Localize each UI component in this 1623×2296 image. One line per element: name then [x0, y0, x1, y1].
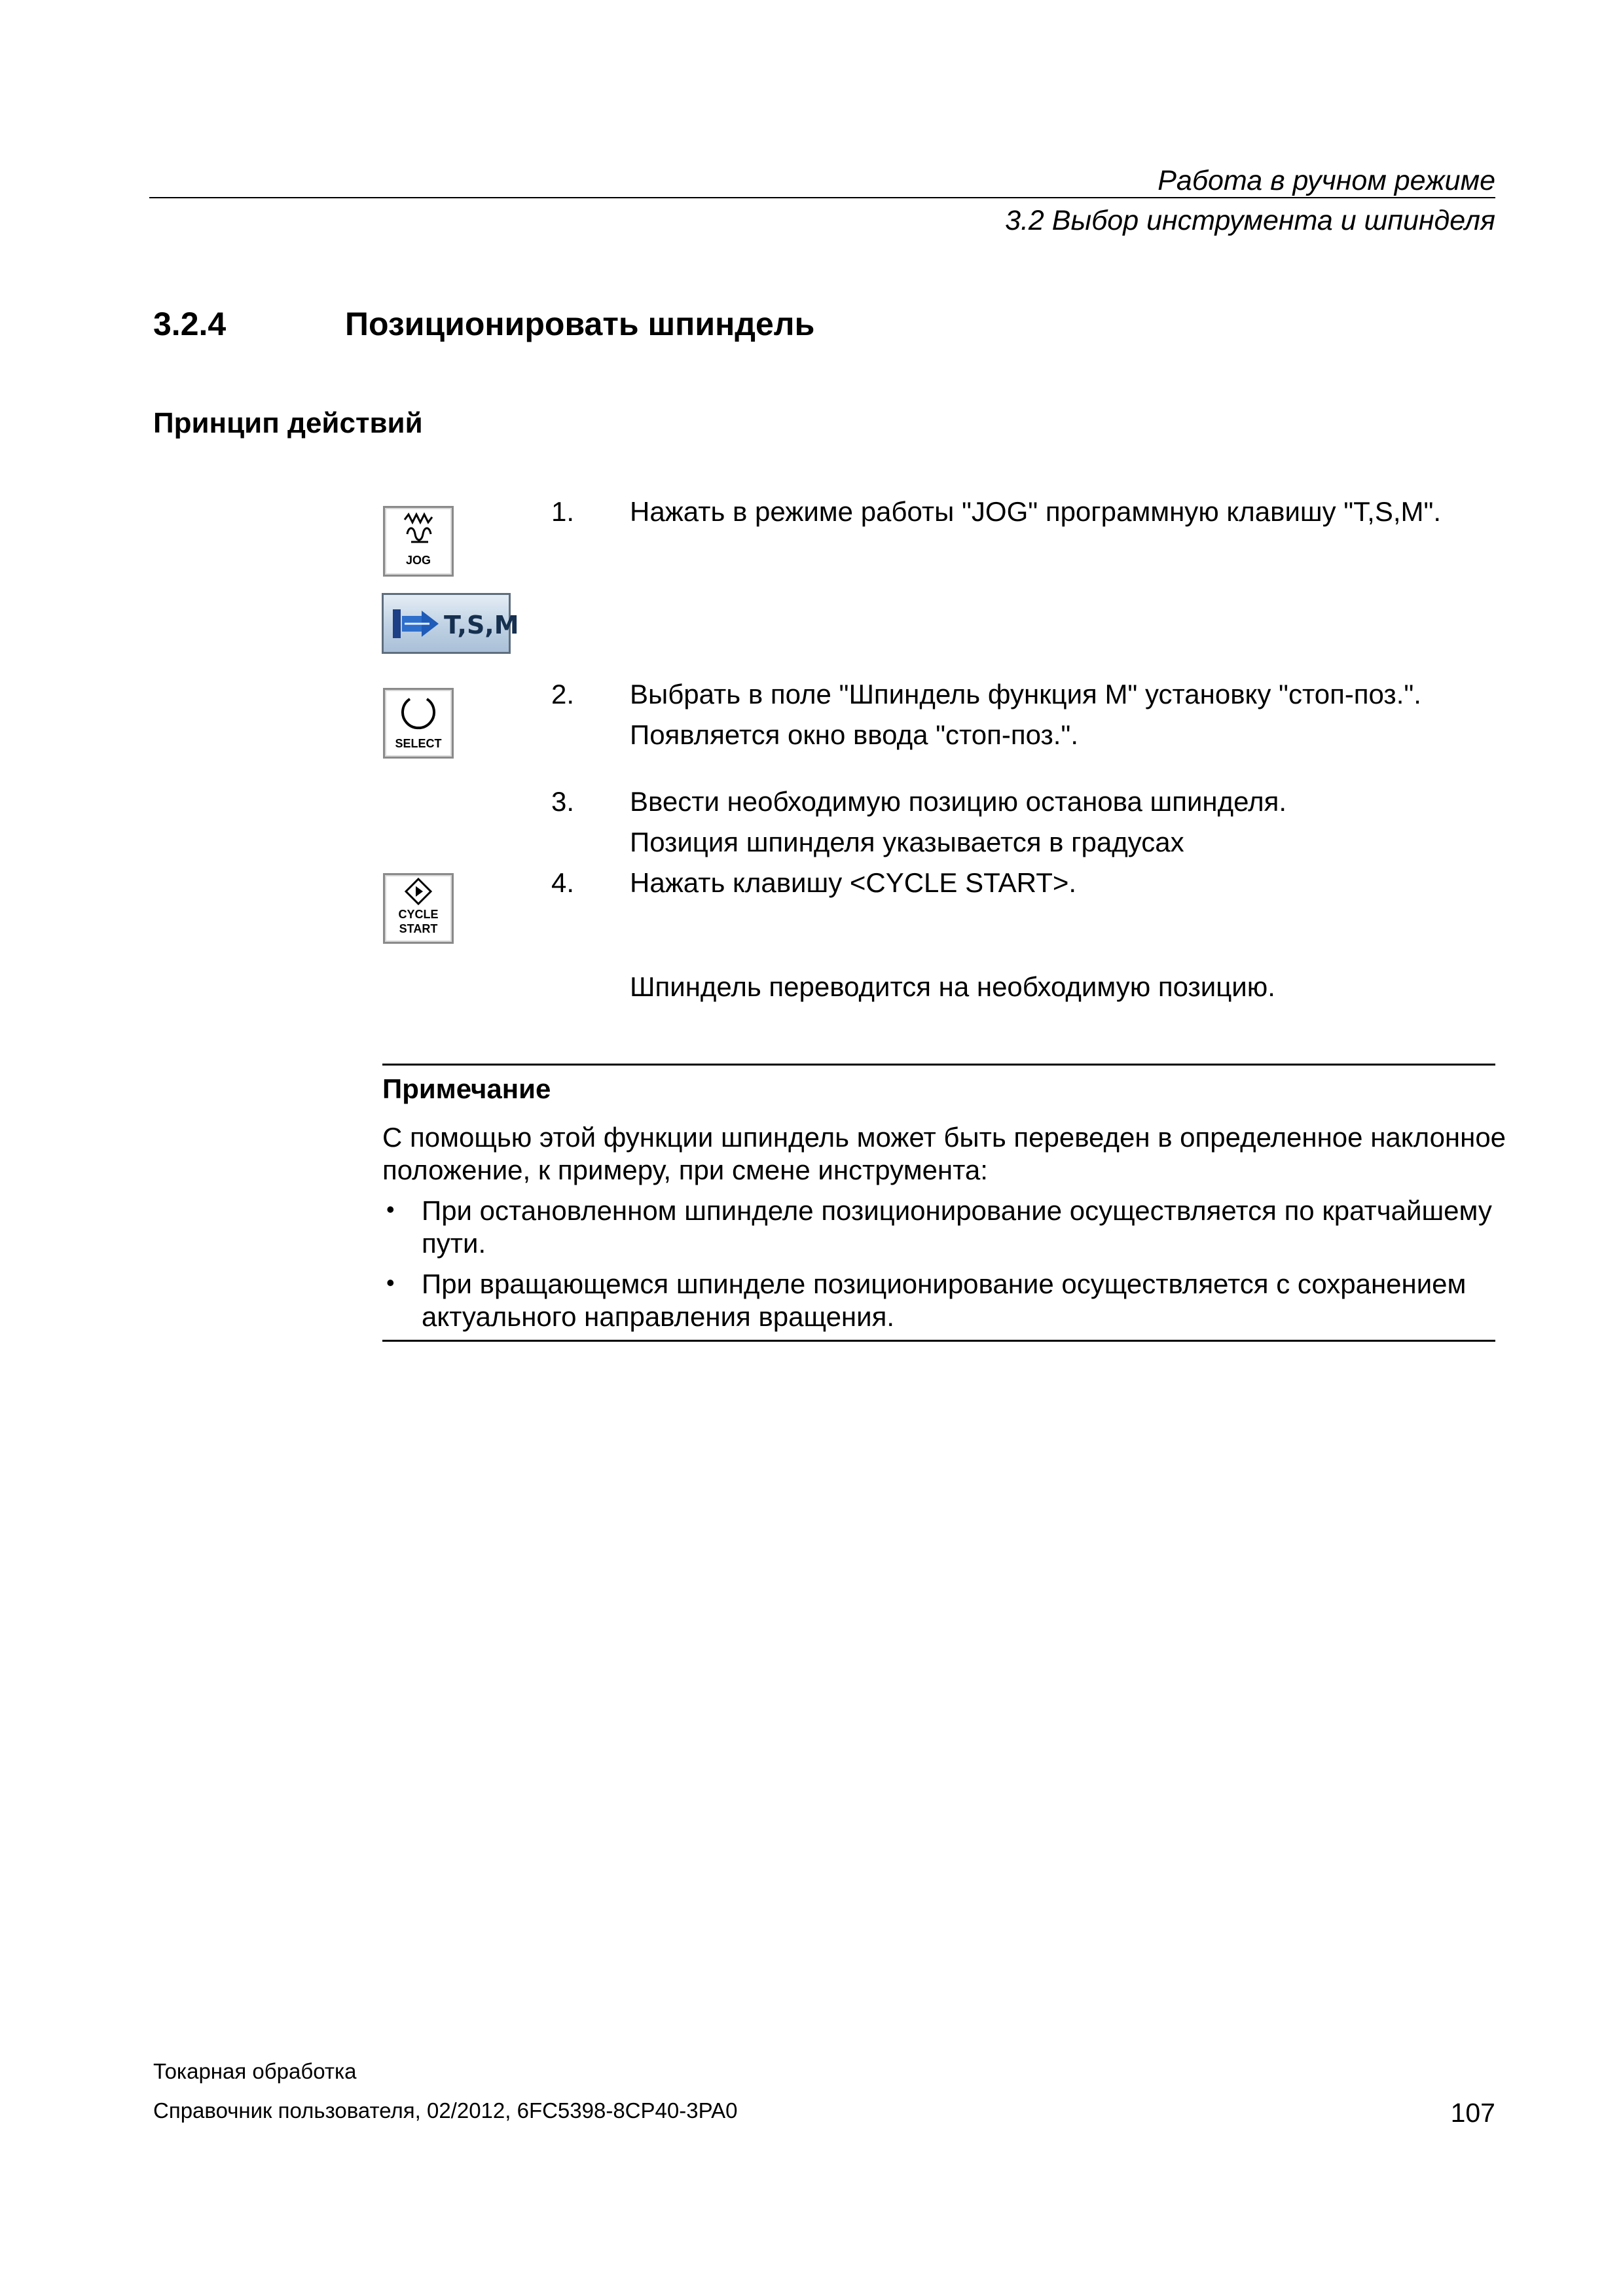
- section-title: Позиционировать шпиндель: [345, 306, 815, 342]
- step-2-text-line2: Появляется окно ввода "стоп-поз.".: [630, 719, 1079, 750]
- select-key-label: SELECT: [395, 737, 442, 750]
- select-key-icon: [383, 688, 454, 759]
- note-text-line1: С помощью этой функции шпиндель может быть переведен в определенное наклонное: [382, 1122, 1506, 1153]
- tsm-softkey-label: T,S,M: [444, 611, 519, 639]
- note-text-line2: положение, к примеру, при смене инструмента:: [382, 1155, 988, 1185]
- step-result-text: Шпиндель переводится на необходимую позицию.: [630, 971, 1275, 1002]
- step-3-text-line2: Позиция шпинделя указывается в градусах: [630, 827, 1184, 857]
- step-2-number: 2.: [551, 679, 575, 709]
- jog-key-label: JOG: [405, 554, 431, 567]
- note-bottom-rule: [382, 1340, 1495, 1342]
- bullet-1-symbol: •: [386, 1196, 395, 1223]
- cycle-key-label-2: START: [399, 922, 438, 935]
- select-circle-icon: [385, 690, 452, 736]
- header-rule: [149, 197, 1495, 198]
- footer-manual: Справочник пользователя, 02/2012, 6FC5398-8CP40-3PA0: [153, 2098, 738, 2123]
- step-3-text: Ввести необходимую позицию останова шпинделя.: [630, 786, 1287, 817]
- step-4-text: Нажать клавишу <CYCLE START>.: [630, 867, 1077, 898]
- bullet-2-text-line2: актуального направления вращения.: [422, 1301, 894, 1332]
- section-number: 3.2.4: [153, 306, 227, 342]
- note-top-rule: [382, 1064, 1495, 1066]
- tool-arrow-icon: [390, 604, 443, 643]
- cycle-start-key-icon: [383, 873, 454, 944]
- bullet-1-text: При остановленном шпинделе позиционирование осуществляется по кратчайшему: [422, 1195, 1492, 1226]
- step-2-text: Выбрать в поле "Шпиндель функция М" установку "стоп-поз.".: [630, 679, 1421, 709]
- subheading: Принцип действий: [153, 407, 423, 439]
- jog-wave-icon: [385, 508, 452, 554]
- page-number: 107: [1450, 2098, 1495, 2128]
- jog-key-icon: [383, 506, 454, 577]
- note-title: Примечание: [382, 1073, 551, 1104]
- bullet-2-text: При вращающемся шпинделе позиционирование осуществляется с сохранением: [422, 1268, 1467, 1299]
- running-header-chapter: Работа в ручном режиме: [1158, 165, 1495, 196]
- cycle-start-diamond-icon: [385, 875, 452, 906]
- running-header-section: 3.2 Выбор инструмента и шпинделя: [1005, 205, 1495, 236]
- step-4-number: 4.: [551, 867, 575, 898]
- step-3-number: 3.: [551, 786, 575, 817]
- bullet-1-text-line2: пути.: [422, 1228, 486, 1259]
- cycle-key-label-1: CYCLE: [398, 908, 439, 921]
- tsm-softkey-icon: [382, 593, 519, 654]
- step-1-text: Нажать в режиме работы "JOG" программную клавишу "T,S,M".: [630, 496, 1442, 527]
- footer-title: Токарная обработка: [153, 2059, 357, 2083]
- step-1-number: 1.: [551, 496, 575, 527]
- bullet-2-symbol: •: [386, 1269, 395, 1296]
